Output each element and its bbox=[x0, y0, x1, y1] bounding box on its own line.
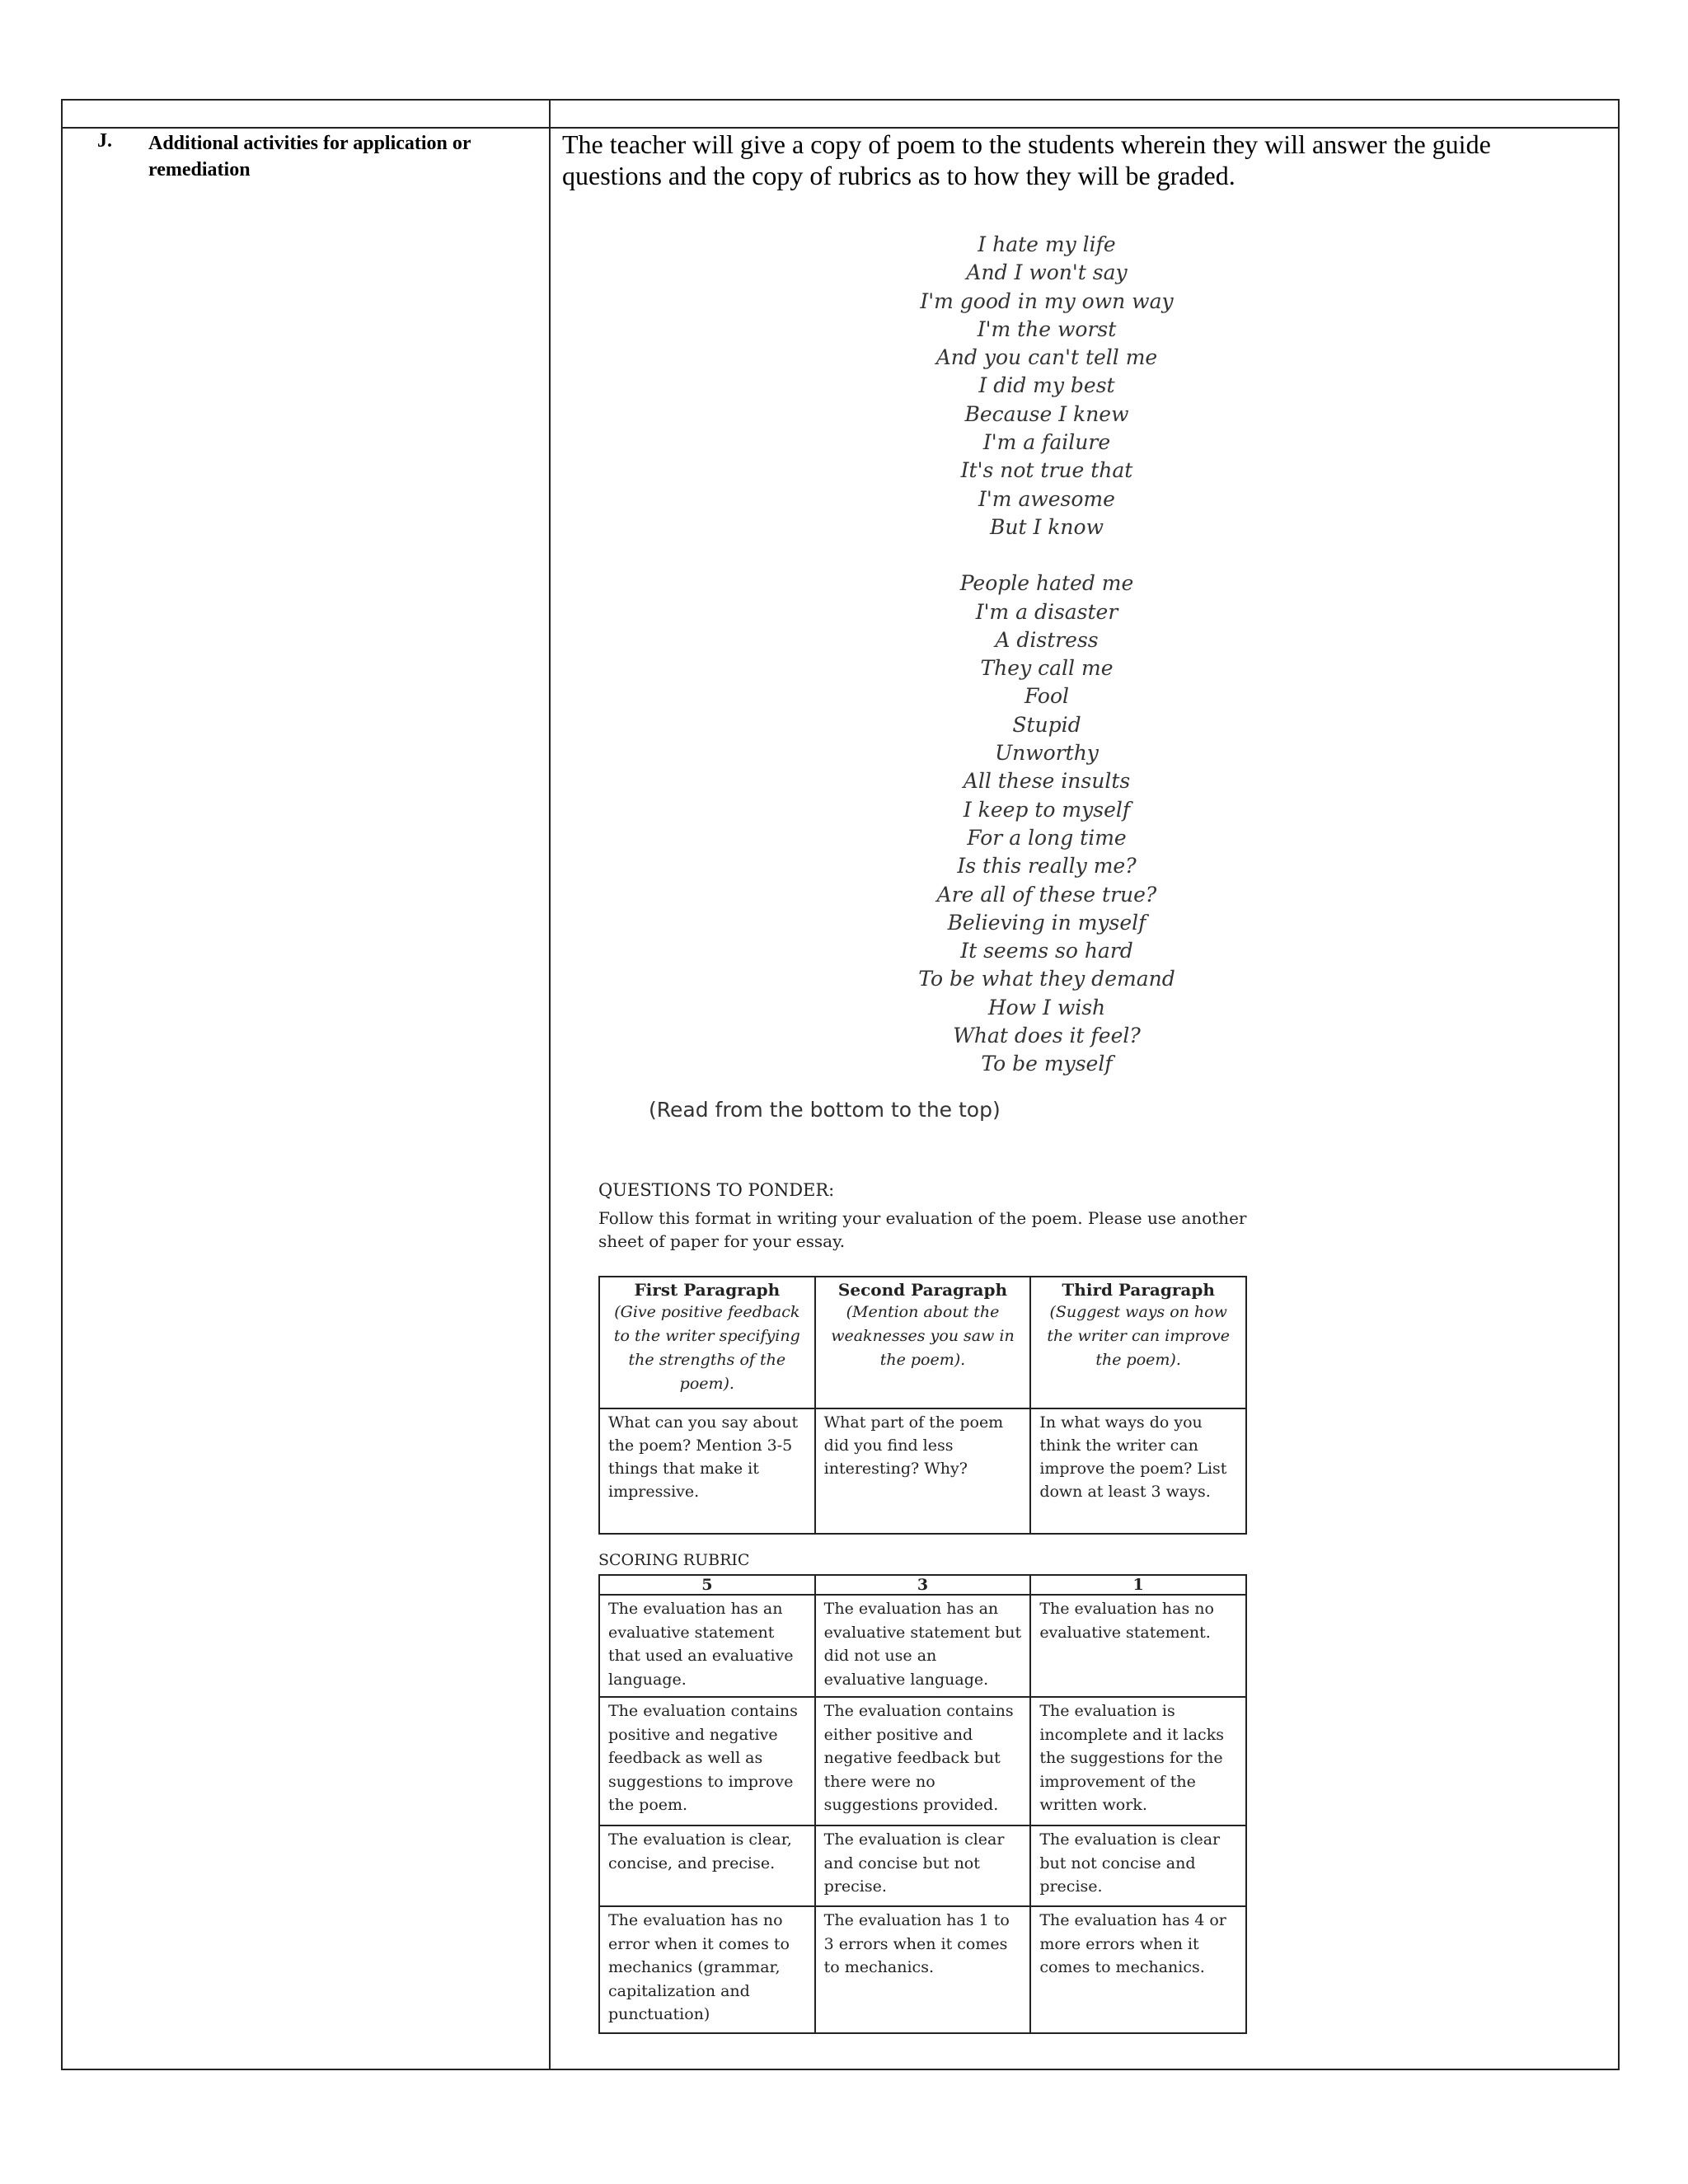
poem-line: I'm good in my own way bbox=[920, 288, 1174, 313]
paragraph-title: Second Paragraph bbox=[837, 1280, 1008, 1300]
poem-line: How I wish bbox=[987, 995, 1106, 1019]
reading-note: (Read from the bottom to the top) bbox=[649, 1098, 1001, 1122]
rubric-cell: The evaluation has 4 or more errors when it comes to mechanics. bbox=[1030, 1906, 1246, 2033]
score-header: 1 bbox=[1030, 1575, 1246, 1595]
rubric-cell: The evaluation has no error when it comes to mechanics (grammar, capitalization and punctuation) bbox=[599, 1906, 815, 2033]
score-header: 3 bbox=[815, 1575, 1031, 1595]
rubric-cell: The evaluation has 1 to 3 errors when it comes to mechanics. bbox=[815, 1906, 1031, 2033]
questions-heading: QUESTIONS TO PONDER: bbox=[598, 1180, 835, 1200]
rubric-row bbox=[599, 1697, 1246, 1825]
poem-line: For a long time bbox=[967, 825, 1127, 850]
rubric-cell: The evaluation has an evaluative statement that used an evaluative language. bbox=[599, 1595, 815, 1697]
poem-line: It's not true that bbox=[960, 458, 1133, 483]
poem-line: And I won't say bbox=[966, 260, 1128, 285]
poem-line: They call me bbox=[980, 656, 1114, 681]
rubric-cell: The evaluation is clear but not concise and precise. bbox=[1030, 1825, 1246, 1906]
poem-line: I'm a failure bbox=[982, 430, 1111, 455]
poem-line: What does it feel? bbox=[953, 1024, 1141, 1048]
scoring-rubric-table bbox=[598, 1574, 1247, 2034]
column-header bbox=[599, 1277, 815, 1408]
poem-line: I'm awesome bbox=[978, 486, 1115, 511]
stanza-break bbox=[849, 541, 1245, 569]
rubric-cell: The evaluation has an evaluative statement but did not use an evaluative language. bbox=[815, 1595, 1031, 1697]
column-header bbox=[1030, 1277, 1246, 1408]
poem-line: But I know bbox=[990, 514, 1104, 539]
poem-line: People hated me bbox=[959, 571, 1134, 596]
rubric-row bbox=[599, 1825, 1246, 1906]
poem-line: It seems so hard bbox=[960, 939, 1133, 963]
rubric-title: SCORING RUBRIC bbox=[598, 1551, 750, 1569]
poem-line: Stupid bbox=[1012, 712, 1081, 737]
rubric-cell: The evaluation is clear and concise but not precise. bbox=[815, 1825, 1031, 1906]
poem-line: Fool bbox=[1024, 684, 1070, 709]
guide-question-cell: What can you say about the poem? Mention 3-5 things that make it impressive. bbox=[599, 1408, 815, 1534]
poem-line: Unworthy bbox=[995, 741, 1099, 766]
poem-line: All these insults bbox=[963, 769, 1131, 794]
rubric-row bbox=[599, 1906, 1246, 2033]
rubric-cell: The evaluation has no evaluative statement. bbox=[1030, 1595, 1246, 1697]
poem-line: To be what they demand bbox=[918, 967, 1175, 991]
poem-line: Are all of these true? bbox=[936, 882, 1157, 907]
column-divider bbox=[549, 101, 551, 2069]
poem-line: I'm a disaster bbox=[975, 599, 1118, 624]
essay-format-table bbox=[598, 1276, 1247, 1535]
rubric-row bbox=[599, 1595, 1246, 1697]
score-header: 5 bbox=[599, 1575, 815, 1595]
paragraph-guide: (Give positive feedback to the writer specifying the strengths of the poem). bbox=[613, 1303, 800, 1393]
poem-line: I hate my life bbox=[978, 232, 1116, 256]
rubric-cell: The evaluation contains either positive and negative feedback but there were no suggestions provided. bbox=[815, 1697, 1031, 1825]
poem-line: A distress bbox=[995, 627, 1099, 652]
poem-line: I'm the worst bbox=[977, 316, 1117, 341]
guide-question-cell: In what ways do you think the writer can improve the poem? List down at least 3 ways. bbox=[1030, 1408, 1246, 1534]
rubric-cell: The evaluation is incomplete and it lacks the suggestions for the improvement of the written work. bbox=[1030, 1697, 1246, 1825]
guide-question-cell: What part of the poem did you find less interesting? Why? bbox=[815, 1408, 1031, 1534]
rubric-cell: The evaluation contains positive and negative feedback as well as suggestions to improve the poem. bbox=[599, 1697, 815, 1825]
paragraph-guide: (Suggest ways on how the writer can improve the poem). bbox=[1047, 1303, 1230, 1369]
section-title: Additional activities for application or remediation bbox=[148, 133, 471, 180]
poem-line: Is this really me? bbox=[957, 854, 1137, 879]
poem bbox=[849, 231, 1245, 1079]
poem-line: And you can't tell me bbox=[935, 345, 1158, 370]
paragraph-title: First Paragraph bbox=[634, 1280, 781, 1300]
activity-instructions: The teacher will give a copy of poem to the students wherein they will answer the guide questions and the copy of rubrics as to how they will be graded. bbox=[562, 129, 1491, 190]
column-header bbox=[815, 1277, 1031, 1408]
poem-line: I keep to myself bbox=[963, 797, 1131, 822]
rubric-cell: The evaluation is clear, concise, and precise. bbox=[599, 1825, 815, 1906]
poem-line: Because I knew bbox=[964, 401, 1129, 426]
paragraph-title: Third Paragraph bbox=[1062, 1280, 1215, 1300]
section-letter: J. bbox=[97, 130, 112, 152]
poem-line: To be myself bbox=[981, 1052, 1113, 1076]
questions-instructions: Follow this format in writing your evaluation of the poem. Please use another sheet of paper for your essay. bbox=[598, 1208, 1247, 1251]
poem-line: I did my best bbox=[978, 373, 1115, 398]
paragraph-guide: (Mention about the weaknesses you saw in the poem). bbox=[831, 1303, 1015, 1369]
poem-line: Believing in myself bbox=[947, 910, 1146, 935]
